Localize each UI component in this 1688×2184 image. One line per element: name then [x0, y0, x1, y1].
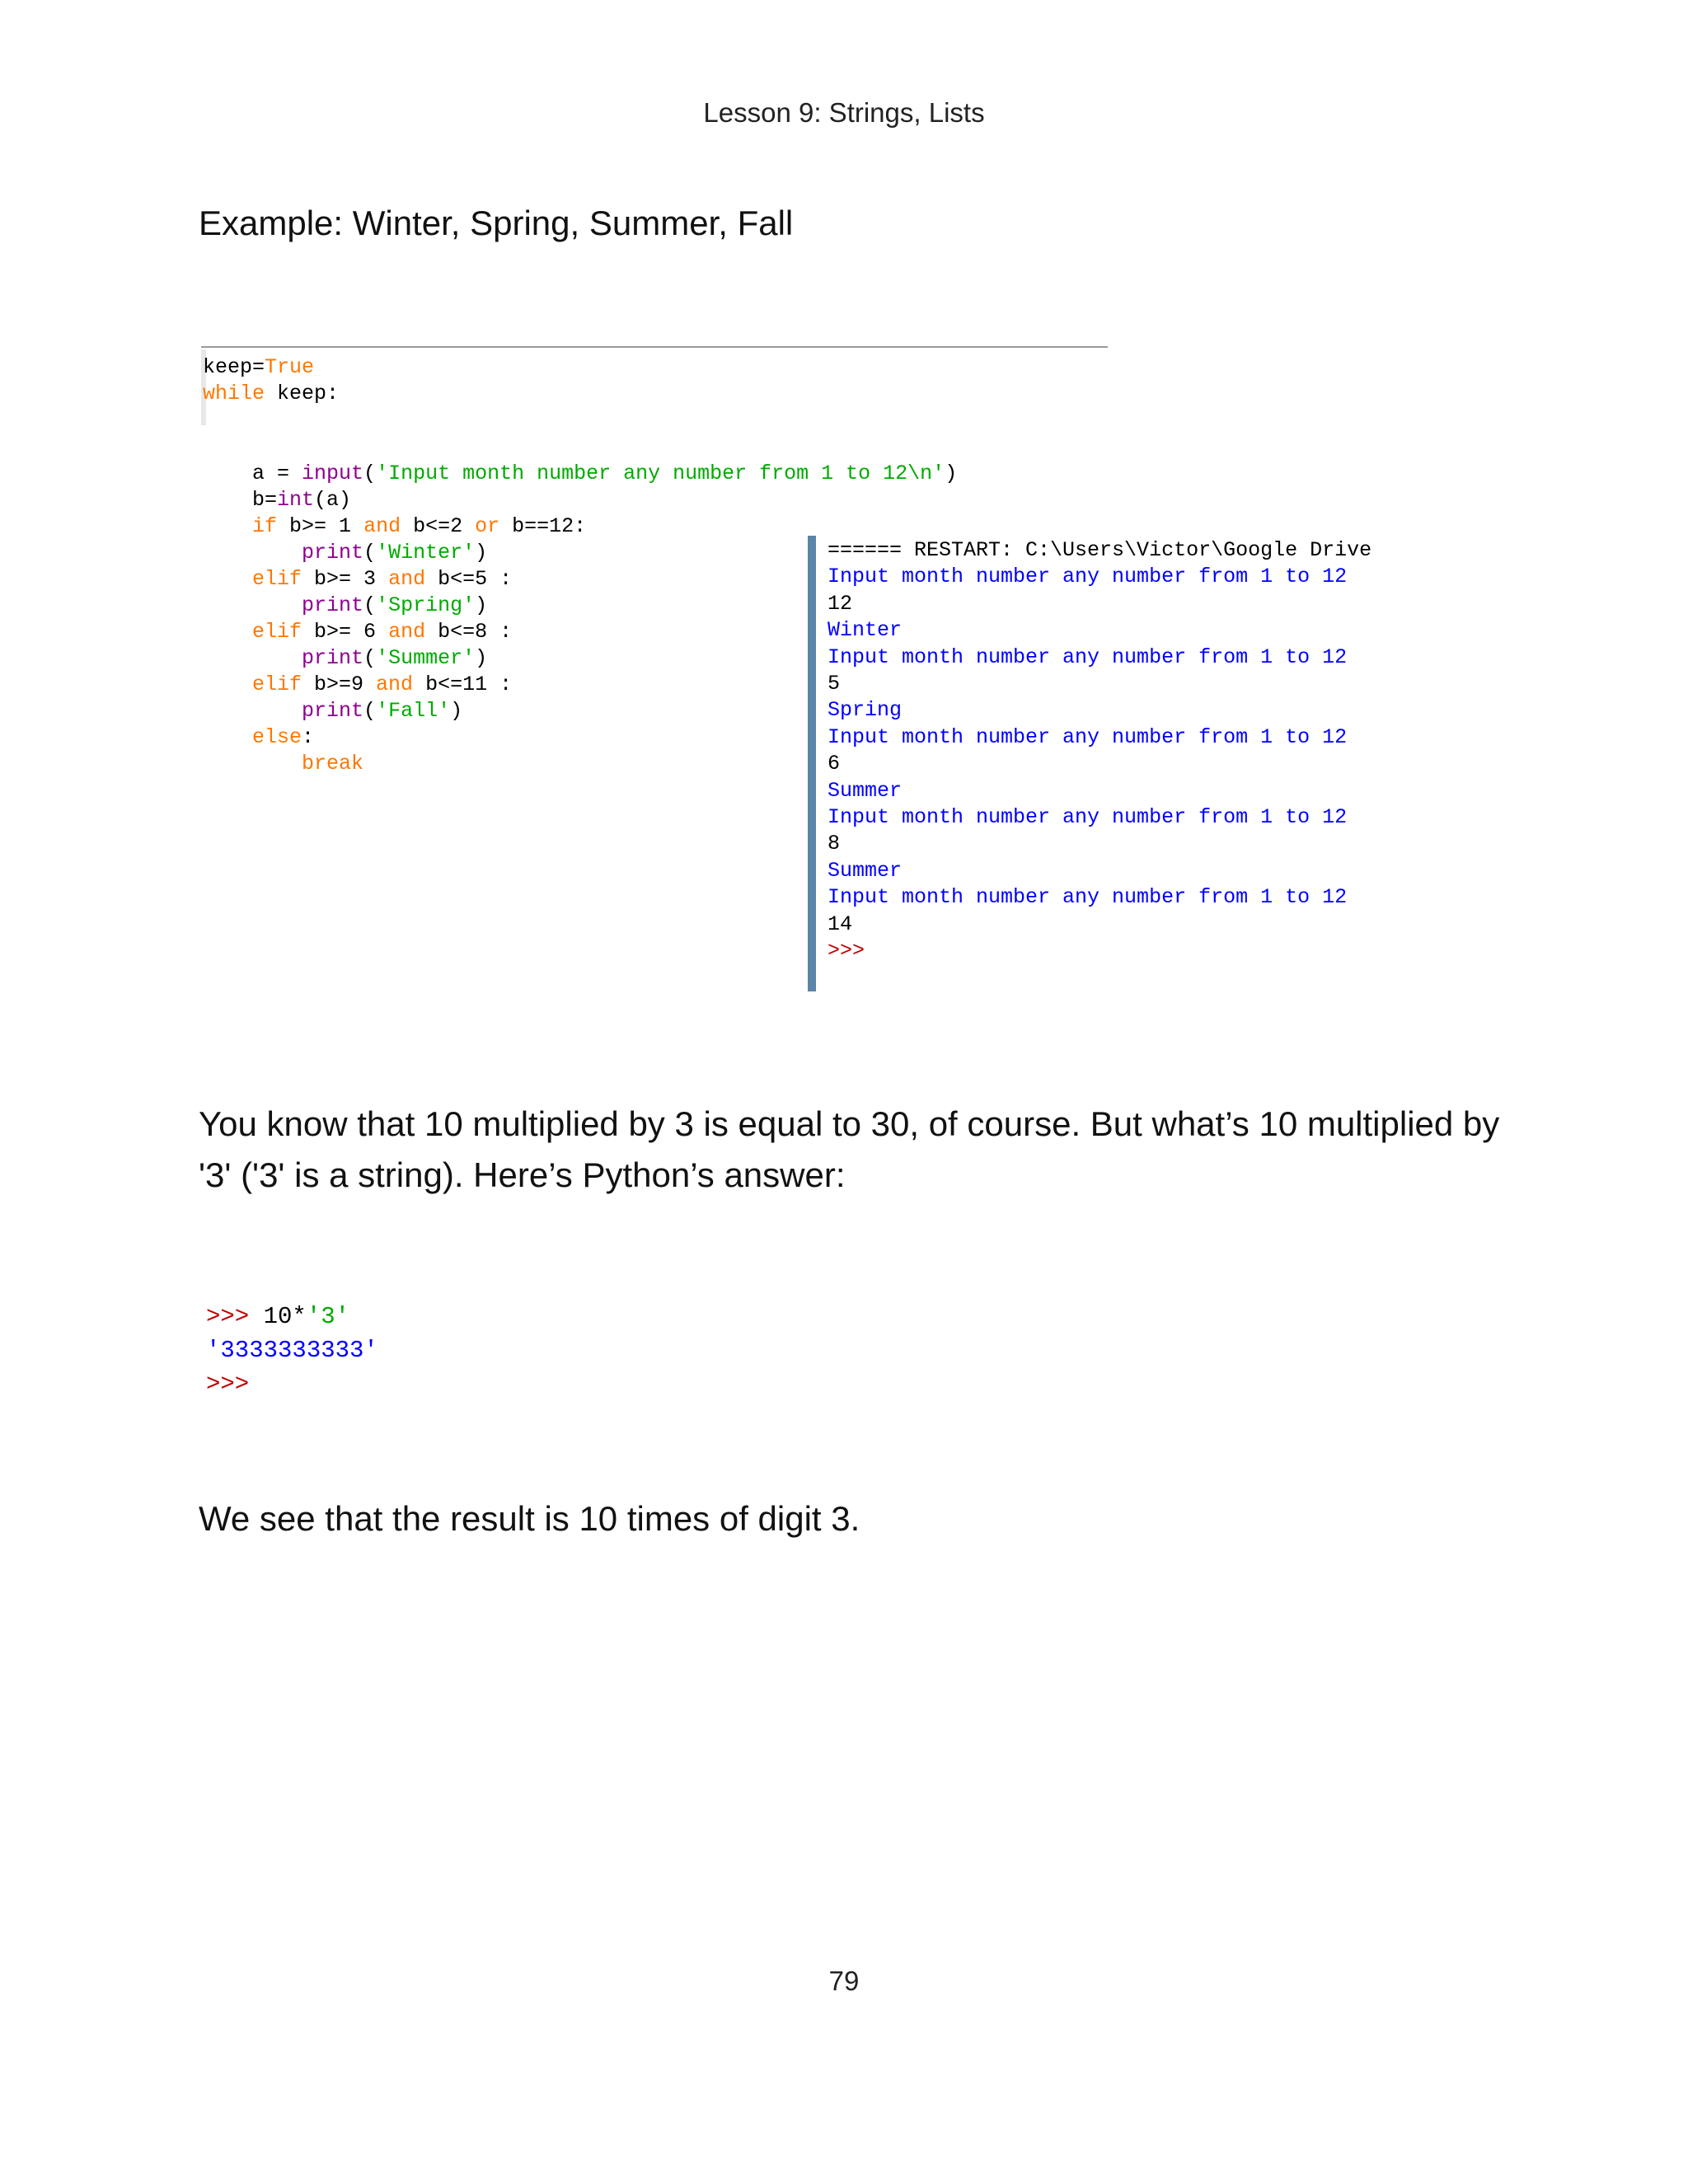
shell-line: 8 [828, 832, 841, 856]
code-token: break [302, 752, 364, 776]
code-indent [203, 541, 302, 565]
shell-line: >>> [828, 939, 865, 963]
code-indent [203, 514, 252, 538]
code-token: ) [475, 646, 488, 670]
code-token: print [302, 646, 364, 670]
shell-line: Summer [828, 778, 903, 803]
code-token: b<=11 : [413, 673, 513, 696]
code-token: a = [252, 462, 302, 485]
shell-line: 14 [828, 912, 853, 936]
repl-token: 10* [263, 1303, 307, 1330]
example-heading: Example: Winter, Spring, Summer, Fall [199, 204, 794, 242]
code-line [203, 354, 314, 381]
code-token: b<=2 [401, 514, 476, 538]
code-indent [203, 752, 302, 776]
shell-line: Summer [828, 858, 903, 883]
code-token: if [252, 514, 278, 538]
code-token: input [302, 462, 364, 485]
repl-token: >>> [206, 1303, 264, 1330]
code-token: b<=5 : [425, 567, 513, 591]
shell-line: ====== RESTART: C:\Users\Victor\Google Drive [828, 538, 1372, 562]
code-line [203, 724, 314, 751]
code-line [203, 513, 586, 540]
code-token: 'Winter' [376, 541, 476, 565]
code-token: and [363, 514, 401, 538]
shell-line: Input month number any number from 1 to 12 [828, 805, 1348, 829]
code-token: while [203, 382, 265, 405]
paragraph-multiply-question: You know that 10 multiplied by 3 is equal to 30, of course. But what’s 10 multiplied by '3' ('3' is a string). Here’s Python’s answer: [199, 1104, 1500, 1194]
code-token: ) [450, 699, 463, 723]
python-shell-output [808, 536, 1434, 991]
code-token: and [388, 620, 426, 644]
repl-line [206, 1334, 378, 1367]
code-token: b>= 6 [302, 620, 389, 644]
code-token: b>= 3 [302, 567, 389, 591]
code-indent [203, 488, 252, 512]
page-header: Lesson 9: Strings, Lists [703, 97, 985, 128]
code-line [203, 672, 512, 698]
code-indent [203, 725, 252, 749]
repl-token: >>> [206, 1371, 250, 1398]
shell-line: 12 [828, 591, 853, 616]
code-token: ( [363, 646, 377, 670]
code-line [203, 751, 363, 777]
repl-line [206, 1368, 249, 1401]
code-token: ( [363, 541, 377, 565]
shell-sidebar [808, 536, 816, 991]
code-indent [203, 620, 252, 644]
code-token: b==12: [499, 514, 587, 538]
shell-line: 5 [828, 672, 841, 696]
code-token: print [302, 593, 364, 617]
code-token: keep= [203, 355, 265, 379]
code-token: 'Input month number any number from 1 to 12\n' [376, 462, 945, 485]
code-token: : [302, 725, 315, 749]
code-token: and [388, 567, 426, 591]
code-token: 'Summer' [376, 646, 476, 670]
paragraph-result: We see that the result is 10 times of digit 3. [199, 1499, 860, 1538]
code-line [203, 461, 957, 487]
code-indent [203, 593, 302, 617]
page-number: 79 [828, 1966, 860, 1996]
editor-border [201, 346, 1108, 348]
code-line [203, 698, 462, 724]
shell-line: Input month number any number from 1 to 12 [828, 885, 1348, 910]
code-line [203, 645, 487, 672]
code-line [203, 487, 351, 513]
code-token: keep: [265, 382, 340, 405]
code-token: elif [252, 567, 302, 591]
repl-line [206, 1301, 349, 1333]
code-token: b<=8 : [425, 620, 513, 644]
code-token: else [252, 725, 302, 749]
code-token: or [475, 514, 500, 538]
code-token: ) [475, 593, 488, 617]
code-line [203, 619, 512, 645]
code-token: b>= 1 [277, 514, 364, 538]
shell-line: Input month number any number from 1 to 12 [828, 644, 1348, 669]
code-indent [203, 567, 252, 591]
code-token: int [277, 488, 315, 512]
code-token: print [302, 699, 364, 723]
shell-line: Input month number any number from 1 to 12 [828, 565, 1348, 589]
code-line [203, 540, 487, 566]
code-token: b>=9 [302, 673, 377, 696]
code-indent [203, 462, 252, 485]
code-token: 'Fall' [376, 699, 451, 723]
code-line [203, 381, 339, 407]
code-token: print [302, 541, 364, 565]
code-token: True [265, 355, 315, 379]
code-token: ( [363, 593, 377, 617]
code-token: ) [945, 462, 958, 485]
code-indent [203, 699, 302, 723]
code-token: ( [363, 462, 377, 485]
code-indent [203, 673, 252, 696]
code-indent [203, 646, 302, 670]
code-token: and [376, 673, 414, 696]
shell-line: Winter [828, 618, 903, 643]
code-token: elif [252, 673, 302, 696]
code-token: (a) [314, 488, 352, 512]
repl-token: '3' [306, 1303, 350, 1330]
code-line [203, 566, 512, 593]
code-token: ) [475, 541, 488, 565]
code-line [203, 593, 487, 619]
shell-line: Input month number any number from 1 to 12 [828, 724, 1348, 749]
code-token: b= [252, 488, 278, 512]
shell-line: Spring [828, 698, 903, 723]
code-token: elif [252, 620, 302, 644]
code-token: 'Spring' [376, 593, 476, 617]
code-token: ( [363, 699, 377, 723]
repl-token: '3333333333' [206, 1337, 378, 1364]
shell-line: 6 [828, 752, 841, 776]
